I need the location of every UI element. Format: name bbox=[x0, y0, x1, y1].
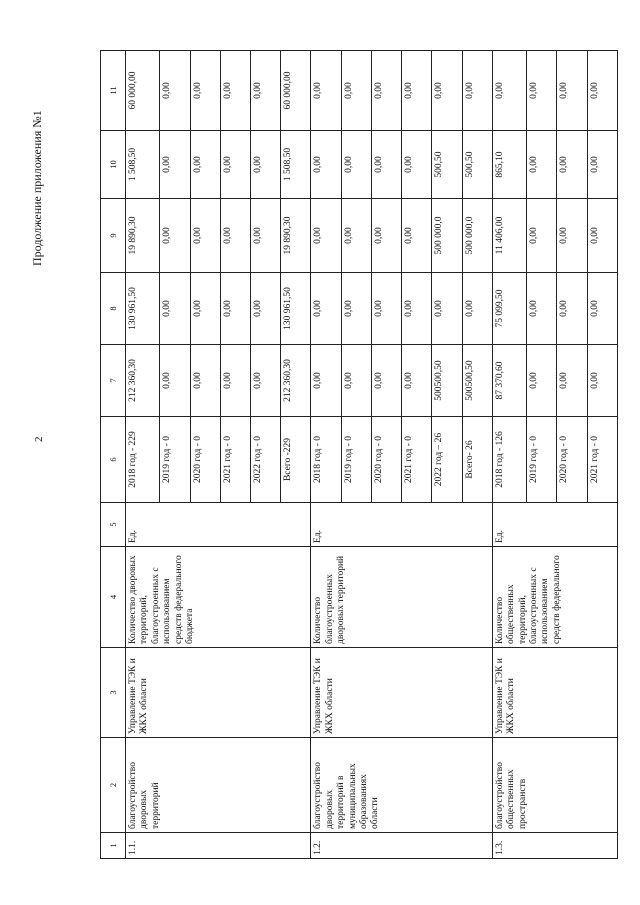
value-cell-9: 19 890,30 bbox=[126, 199, 160, 273]
value-cell-11: 0,00 bbox=[432, 51, 462, 131]
column-number-6: 6 bbox=[101, 417, 126, 503]
data-table bbox=[100, 50, 618, 859]
executor-cell: Управление ТЭК и ЖКХ области bbox=[311, 648, 492, 738]
value-cell-11: 0,00 bbox=[341, 51, 371, 131]
year-cell: 2019 год - 0 bbox=[527, 417, 557, 503]
value-cell-10: 0,00 bbox=[160, 131, 190, 199]
value-cell-9: 0,00 bbox=[371, 199, 401, 273]
year-cell: 2020 год - 0 bbox=[371, 417, 401, 503]
value-cell-10: 0,00 bbox=[220, 131, 250, 199]
value-cell-10: 0,00 bbox=[250, 131, 280, 199]
year-cell: 2021 год - 0 bbox=[402, 417, 432, 503]
value-cell-11: 60 000,00 bbox=[126, 51, 160, 131]
value-cell-10: 1 508,50 bbox=[281, 131, 311, 199]
value-cell-7: 0,00 bbox=[250, 345, 280, 417]
value-cell-11: 0,00 bbox=[371, 51, 401, 131]
unit-cell: Ед. bbox=[126, 503, 311, 547]
value-cell-7: 87 370,60 bbox=[492, 345, 526, 417]
item-name: благоустройство общественных пространств bbox=[492, 738, 617, 833]
value-cell-7: 500500,50 bbox=[462, 345, 492, 417]
value-cell-10: 0,00 bbox=[311, 131, 341, 199]
value-cell-10: 0,00 bbox=[557, 131, 587, 199]
value-cell-8: 130 961,50 bbox=[126, 273, 160, 345]
unit-cell: Ед. bbox=[492, 503, 617, 547]
year-cell: 2020 год - 0 bbox=[557, 417, 587, 503]
value-cell-10: 0,00 bbox=[527, 131, 557, 199]
indicator-cell: Количество общественных территорий, благоустроенных с использованием средств федерального bbox=[492, 547, 617, 648]
value-cell-7: 500500,50 bbox=[432, 345, 462, 417]
value-cell-11: 0,00 bbox=[250, 51, 280, 131]
item-number: 1.2. bbox=[311, 833, 492, 859]
value-cell-7: 0,00 bbox=[341, 345, 371, 417]
value-cell-10: 0,00 bbox=[402, 131, 432, 199]
value-cell-10: 0,00 bbox=[587, 131, 617, 199]
table-row bbox=[492, 51, 526, 859]
value-cell-8: 0,00 bbox=[587, 273, 617, 345]
value-cell-9: 0,00 bbox=[220, 199, 250, 273]
table-row bbox=[126, 51, 160, 859]
value-cell-8: 0,00 bbox=[220, 273, 250, 345]
value-cell-10: 500,50 bbox=[462, 131, 492, 199]
value-cell-7: 0,00 bbox=[190, 345, 220, 417]
value-cell-7: 0,00 bbox=[587, 345, 617, 417]
value-cell-9: 0,00 bbox=[190, 199, 220, 273]
value-cell-7: 212 360,30 bbox=[281, 345, 311, 417]
value-cell-7: 0,00 bbox=[402, 345, 432, 417]
year-cell: 2018 год - 0 bbox=[311, 417, 341, 503]
value-cell-11: 0,00 bbox=[160, 51, 190, 131]
column-number-8: 8 bbox=[101, 273, 126, 345]
year-cell: 2021 год - 0 bbox=[220, 417, 250, 503]
table-row bbox=[311, 51, 341, 859]
value-cell-8: 0,00 bbox=[250, 273, 280, 345]
year-cell: 2021 год - 0 bbox=[587, 417, 617, 503]
indicator-cell: Количество благоустроенных дворовых территорий bbox=[311, 547, 492, 648]
value-cell-7: 0,00 bbox=[311, 345, 341, 417]
item-number: 1.3. bbox=[492, 833, 617, 859]
value-cell-11: 0,00 bbox=[557, 51, 587, 131]
year-cell: 2020 год - 0 bbox=[190, 417, 220, 503]
column-number-5: 5 bbox=[101, 503, 126, 547]
value-cell-11: 0,00 bbox=[527, 51, 557, 131]
unit-cell: Ед. bbox=[311, 503, 492, 547]
data-table-rotated bbox=[100, 51, 618, 859]
value-cell-7: 0,00 bbox=[557, 345, 587, 417]
value-cell-10: 0,00 bbox=[341, 131, 371, 199]
year-cell: 2022 год - 0 bbox=[250, 417, 280, 503]
value-cell-10: 500,50 bbox=[432, 131, 462, 199]
value-cell-7: 0,00 bbox=[160, 345, 190, 417]
value-cell-8: 130 961,50 bbox=[281, 273, 311, 345]
value-cell-9: 0,00 bbox=[160, 199, 190, 273]
column-number-row bbox=[101, 51, 126, 859]
indicator-cell: Количество дворовых территорий, благоустроенных с использованием средств федерального бюджета bbox=[126, 547, 311, 648]
value-cell-8: 0,00 bbox=[557, 273, 587, 345]
value-cell-9: 0,00 bbox=[402, 199, 432, 273]
value-cell-9: 0,00 bbox=[341, 199, 371, 273]
value-cell-11: 0,00 bbox=[220, 51, 250, 131]
value-cell-9: 500 000,0 bbox=[462, 199, 492, 273]
value-cell-8: 0,00 bbox=[190, 273, 220, 345]
value-cell-9: 0,00 bbox=[557, 199, 587, 273]
value-cell-8: 0,00 bbox=[432, 273, 462, 345]
executor-cell: Управление ТЭК и ЖКХ области bbox=[126, 648, 311, 738]
page-number: 2 bbox=[33, 436, 45, 442]
value-cell-7: 212 360,30 bbox=[126, 345, 160, 417]
value-cell-9: 0,00 bbox=[587, 199, 617, 273]
year-cell: 2019 год - 0 bbox=[160, 417, 190, 503]
year-cell: Всего- 26 bbox=[462, 417, 492, 503]
item-name: благоустройство дворовых территорий bbox=[126, 738, 311, 833]
value-cell-8: 0,00 bbox=[462, 273, 492, 345]
value-cell-9: 0,00 bbox=[527, 199, 557, 273]
item-name: благоустройство дворовых территорий в муниципальных образованиях области bbox=[311, 738, 492, 833]
year-cell: 2018 год - 229 bbox=[126, 417, 160, 503]
value-cell-8: 0,00 bbox=[402, 273, 432, 345]
value-cell-9: 0,00 bbox=[250, 199, 280, 273]
value-cell-11: 0,00 bbox=[311, 51, 341, 131]
value-cell-8: 0,00 bbox=[371, 273, 401, 345]
year-cell: Всего -229 bbox=[281, 417, 311, 503]
column-number-1: 1 bbox=[101, 833, 126, 859]
value-cell-11: 0,00 bbox=[190, 51, 220, 131]
value-cell-11: 0,00 bbox=[492, 51, 526, 131]
executor-cell: Управление ТЭК и ЖКХ области bbox=[492, 648, 617, 738]
column-number-2: 2 bbox=[101, 738, 126, 833]
value-cell-7: 0,00 bbox=[527, 345, 557, 417]
value-cell-11: 0,00 bbox=[462, 51, 492, 131]
value-cell-8: 0,00 bbox=[341, 273, 371, 345]
column-number-7: 7 bbox=[101, 345, 126, 417]
column-number-11: 11 bbox=[101, 51, 126, 131]
year-cell: 2019 год - 0 bbox=[341, 417, 371, 503]
value-cell-10: 865,10 bbox=[492, 131, 526, 199]
item-number: 1.1. bbox=[126, 833, 311, 859]
value-cell-8: 75 099,50 bbox=[492, 273, 526, 345]
year-cell: 2022 год – 26 bbox=[432, 417, 462, 503]
value-cell-11: 60 000,00 bbox=[281, 51, 311, 131]
value-cell-9: 19 890,30 bbox=[281, 199, 311, 273]
value-cell-10: 1 508,50 bbox=[126, 131, 160, 199]
appendix-title: Продолжение приложения №1 bbox=[30, 110, 44, 266]
value-cell-9: 11 406,00 bbox=[492, 199, 526, 273]
value-cell-10: 0,00 bbox=[190, 131, 220, 199]
year-cell: 2018 год - 126 bbox=[492, 417, 526, 503]
value-cell-9: 0,00 bbox=[311, 199, 341, 273]
value-cell-7: 0,00 bbox=[220, 345, 250, 417]
value-cell-8: 0,00 bbox=[311, 273, 341, 345]
column-number-3: 3 bbox=[101, 648, 126, 738]
value-cell-11: 0,00 bbox=[402, 51, 432, 131]
column-number-9: 9 bbox=[101, 199, 126, 273]
value-cell-11: 0,00 bbox=[587, 51, 617, 131]
value-cell-8: 0,00 bbox=[527, 273, 557, 345]
column-number-10: 10 bbox=[101, 131, 126, 199]
value-cell-7: 0,00 bbox=[371, 345, 401, 417]
value-cell-9: 500 000,0 bbox=[432, 199, 462, 273]
value-cell-10: 0,00 bbox=[371, 131, 401, 199]
column-number-4: 4 bbox=[101, 547, 126, 648]
value-cell-8: 0,00 bbox=[160, 273, 190, 345]
